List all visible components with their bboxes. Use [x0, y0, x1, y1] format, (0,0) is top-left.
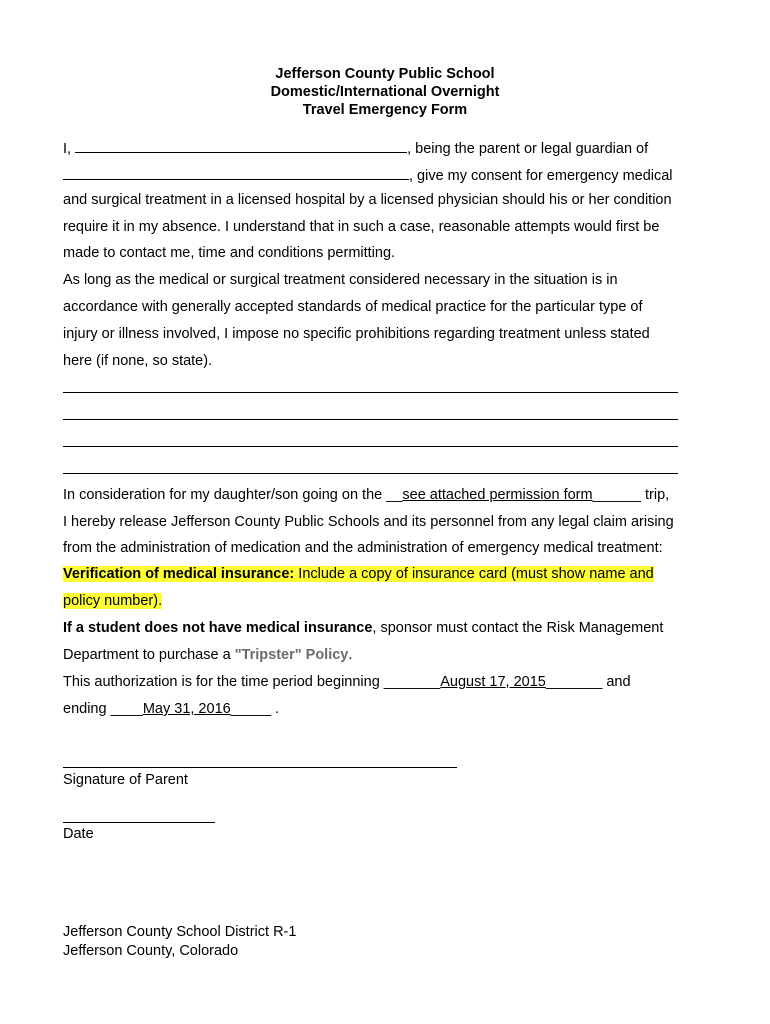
- date-field[interactable]: [63, 822, 215, 823]
- footer-district: Jefferson County School District R-1: [63, 924, 297, 940]
- paragraph-line: here (if none, so state).: [63, 353, 213, 369]
- child-line: [63, 165, 673, 185]
- guardian-suffix: , being the parent or legal guardian of: [407, 141, 649, 157]
- date-label: Date: [63, 826, 94, 842]
- begin-date-field[interactable]: August 17, 2015: [440, 674, 546, 690]
- child-name-field[interactable]: [63, 165, 409, 180]
- department-text: Department to purchase a: [63, 647, 235, 663]
- parent-signature-field[interactable]: [63, 767, 457, 768]
- no-insurance-line: [63, 619, 663, 637]
- ending-end: _____ .: [230, 701, 280, 717]
- guardian-prefix: I,: [63, 141, 72, 157]
- authorization-line: [63, 673, 631, 691]
- paragraph-line: injury or illness involved, I impose no specific prohibitions regarding treatment unless stated: [63, 326, 650, 342]
- guardian-line: [63, 138, 648, 158]
- release-line: from the administration of medication and the administration of emergency medical treatment:: [63, 540, 663, 556]
- prohibitions-field-line-4[interactable]: [63, 473, 678, 474]
- insurance-verification-heading: Verification of medical insurance:: [63, 566, 295, 582]
- department-end: .: [348, 647, 353, 663]
- prohibitions-field-line-2[interactable]: [63, 419, 678, 420]
- paragraph-line: and surgical treatment in a licensed hospital by a licensed physician should his or her condition: [63, 192, 672, 208]
- parent-name-field[interactable]: [75, 138, 407, 153]
- form-title-line2: Domestic/International Overnight: [270, 84, 500, 100]
- ending-start: ending ____: [63, 701, 143, 717]
- no-insurance-text: , sponsor must contact the Risk Management: [372, 620, 664, 636]
- form-title-line3: Travel Emergency Form: [302, 102, 468, 118]
- authorization-mid: _______ and: [545, 674, 631, 690]
- release-line: I hereby release Jefferson County Public Schools and its personnel from any legal claim arising: [63, 514, 674, 530]
- paragraph-line: accordance with generally accepted standards of medical practice for the particular type of: [63, 299, 643, 315]
- authorization-start: This authorization is for the time period beginning _______: [63, 674, 441, 690]
- consideration-start: In consideration for my daughter/son going on the __: [63, 487, 403, 503]
- footer-location: Jefferson County, Colorado: [63, 943, 239, 959]
- form-title-line1: Jefferson County Public School: [275, 66, 495, 82]
- consideration-line: [63, 486, 669, 504]
- ending-line: [63, 700, 279, 718]
- insurance-verification-text: Include a copy of insurance card (must show name and: [294, 566, 654, 582]
- tripster-policy: "Tripster" Policy: [234, 647, 349, 663]
- insurance-verification: [63, 565, 654, 583]
- prohibitions-field-line-3[interactable]: [63, 446, 678, 447]
- paragraph-line: made to contact me, time and conditions permitting.: [63, 245, 396, 261]
- trip-field[interactable]: see attached permission form: [402, 487, 593, 503]
- insurance-verification-text-2: policy number).: [63, 593, 163, 609]
- paragraph-line: As long as the medical or surgical treatment considered necessary in the situation is in: [63, 272, 618, 288]
- parent-signature-label: Signature of Parent: [63, 772, 188, 788]
- prohibitions-field-line-1[interactable]: [63, 392, 678, 393]
- insurance-verification-line2: [63, 592, 162, 610]
- consent-text: , give my consent for emergency medical: [409, 168, 673, 184]
- end-date-field[interactable]: May 31, 2016: [142, 701, 231, 717]
- department-line: [63, 646, 352, 664]
- consideration-end: ______ trip,: [592, 487, 670, 503]
- no-insurance-heading: If a student does not have medical insurance: [63, 620, 373, 636]
- paragraph-line: require it in my absence. I understand that in such a case, reasonable attempts would first be: [63, 219, 660, 235]
